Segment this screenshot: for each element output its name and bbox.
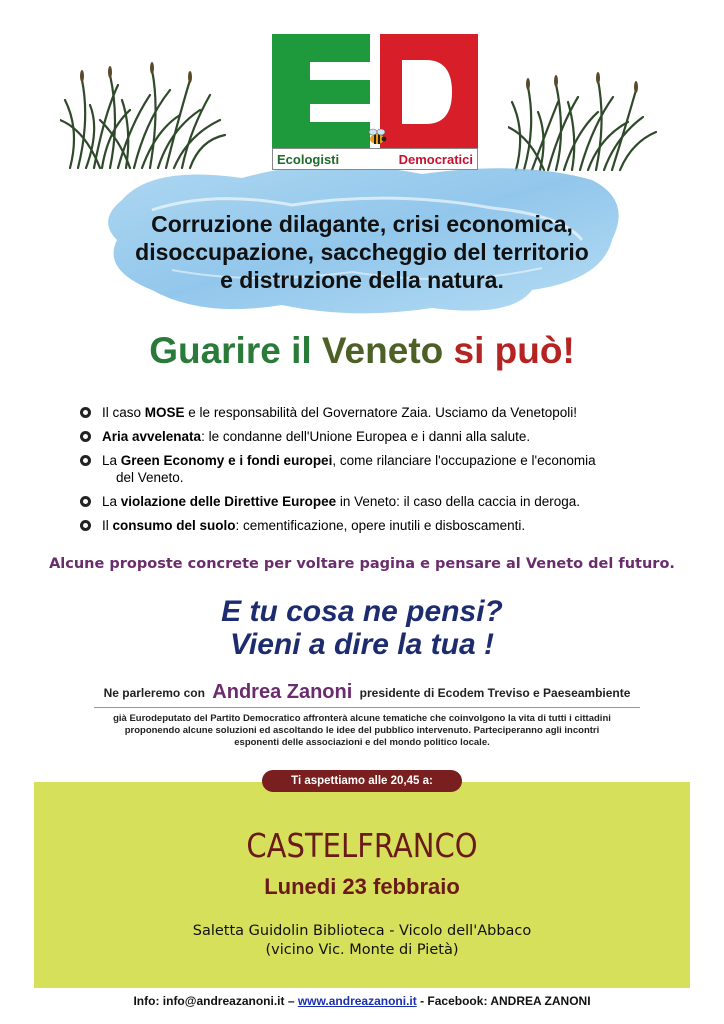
speaker-role: presidente di Ecodem Treviso e Paeseambiente <box>359 686 631 700</box>
event-box <box>34 782 690 988</box>
topics-list <box>80 404 660 541</box>
slogan-part-1: Guarire il <box>149 330 312 371</box>
logo-brand-left: Ecologisti <box>277 151 340 167</box>
logo-letter-e <box>272 34 370 150</box>
proposals-subtitle: Alcune proposte concrete per voltare pagina e pensare al Veneto del futuro. <box>49 556 675 572</box>
footer-info: Info: info@andreazanoni.it – <box>133 994 295 1008</box>
list-item: La Green Economy e i fondi europei, come rilanciare l'occupazione e l'economia del Veneto. <box>80 452 660 486</box>
bee-icon <box>364 124 390 150</box>
speaker-name: Andrea Zanoni <box>212 681 353 703</box>
speaker-bio: già Eurodeputato del Partito Democratico affronterà alcune tematiche che coinvolgono la vita di tutti i cittadini proponendo alcune soluzioni ed ascoltando le idee del pubblico intervenuto. Parteciperanno agli incontri esponenti delle associazioni e del mondo politico locale. <box>113 713 611 748</box>
list-item: Il consumo del suolo: cementificazione, opere inutili e disboscamenti. <box>80 517 660 534</box>
bullet-icon <box>80 520 91 531</box>
bullet-icon <box>80 431 91 442</box>
headline-line-1: Corruzione dilagante, crisi economica, <box>151 211 573 237</box>
event-city: CASTELFRANCO <box>246 826 478 865</box>
call-to-action <box>40 595 684 661</box>
headline <box>60 210 664 294</box>
headline-line-2: disoccupazione, saccheggio del territorio <box>135 239 589 265</box>
speaker-row <box>94 680 640 708</box>
headline-line-3: e distruzione della natura. <box>220 267 504 293</box>
footer-facebook: - Facebook: ANDREA ZANONI <box>420 994 591 1008</box>
bullet-icon <box>80 455 91 466</box>
list-item: Aria avvelenata: le condanne dell'Unione Europea e i danni alla salute. <box>80 428 660 445</box>
venue-line-2: (vicino Vic. Monte di Pietà) <box>265 942 459 958</box>
event-date: Lunedi 23 febbraio <box>264 874 460 899</box>
speaker-intro: Ne parleremo con <box>103 686 205 700</box>
slogan-part-2: Veneto <box>321 330 444 371</box>
slogan-part-3: si può! <box>453 330 575 371</box>
slogan <box>40 330 684 372</box>
website-link[interactable]: www.andreazanoni.it <box>297 994 417 1008</box>
venue-line-1: Saletta Guidolin Biblioteca - Vicolo dell'Abbaco <box>192 923 532 939</box>
bullet-icon <box>80 407 91 418</box>
logo-wordmark <box>272 148 478 170</box>
time-badge: Ti aspettiamo alle 20,45 a: <box>262 770 462 792</box>
cta-line-1: E tu cosa ne pensi? <box>221 595 503 628</box>
list-item: Il caso MOSE e le responsabilità del Governatore Zaia. Usciamo da Venetopoli! <box>80 404 660 421</box>
event-venue <box>34 922 690 960</box>
list-item: La violazione delle Direttive Europee in Veneto: il caso della caccia in deroga. <box>80 493 660 510</box>
logo-brand-right: Democratici <box>398 151 473 167</box>
bullet-icon <box>80 496 91 507</box>
footer <box>20 994 704 1008</box>
ecologisti-democratici-logo <box>272 34 478 170</box>
cta-line-2: Vieni a dire la tua ! <box>230 628 494 661</box>
grass-right-illustration <box>508 72 658 172</box>
grass-left-illustration <box>60 60 230 170</box>
